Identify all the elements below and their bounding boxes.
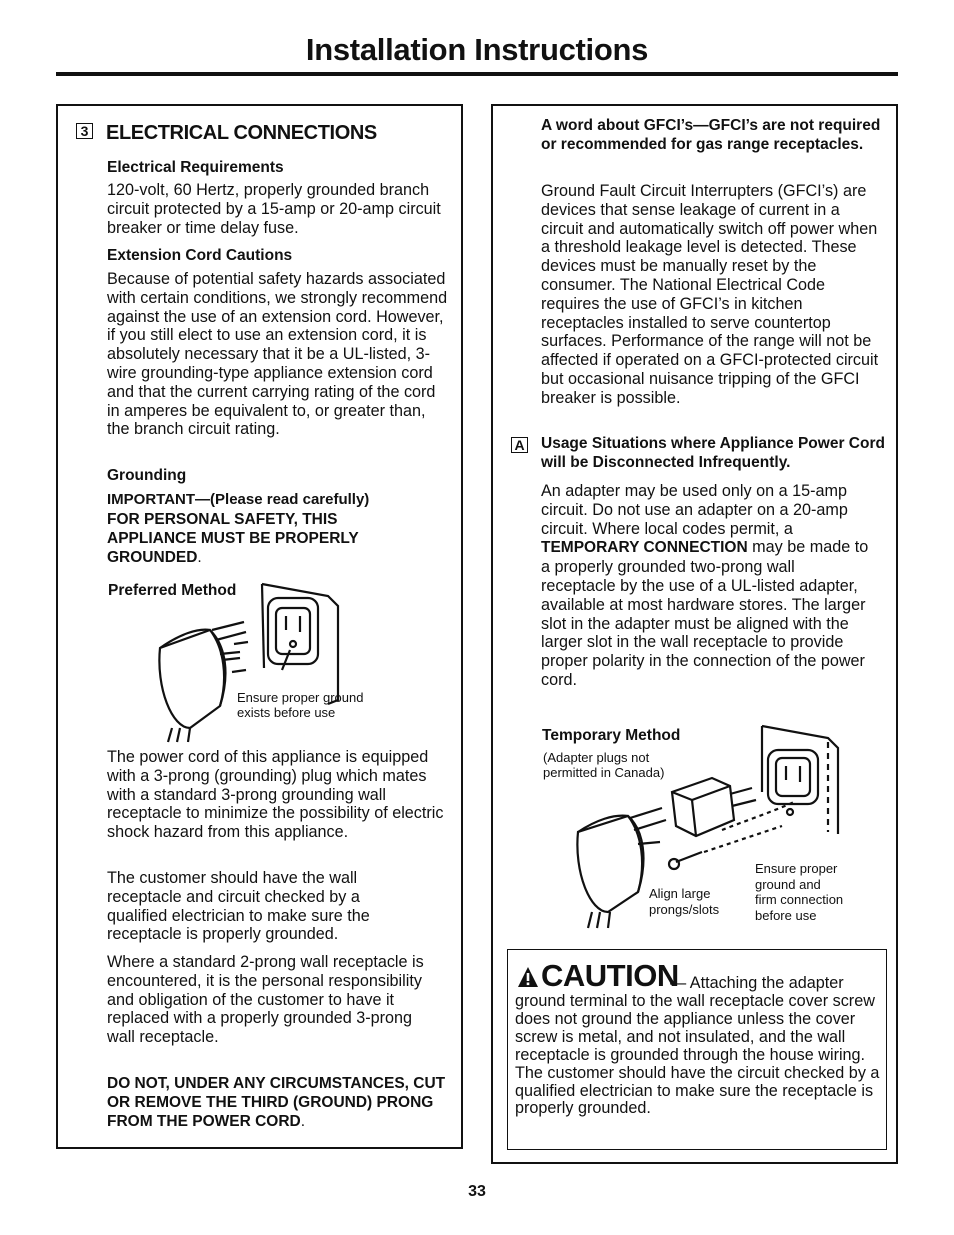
page-title: Installation Instructions bbox=[305, 32, 649, 67]
elec-req-text: 120-volt, 60 Hertz, properly grounded branch circuit protected by a 15-amp or 20-amp circuit breaker or time delay fuse. bbox=[107, 181, 441, 237]
page-number: 33 bbox=[468, 1183, 486, 1200]
ensure-caption-line-3: firm connection bbox=[755, 892, 844, 907]
preferred-caption-line-2: exists before use bbox=[237, 705, 336, 720]
adapter-bold: TEMPORARY CONNECTION bbox=[541, 539, 748, 557]
ext-cord-text: Because of potential safety hazards associated with certain conditions, we strongly recommend against the use of an extension cord. However, if you still elect to use an extension cord, it is absolutely necessary that it be a UL-listed, 3-wire grounding-type appliance extension cord and that the current carrying rating of the cord in amperes be equivalent to, or greater than, the branch circuit rating. bbox=[107, 270, 448, 439]
grounding-heading: Grounding bbox=[107, 467, 187, 484]
ground-prong-warning bbox=[107, 1075, 452, 1131]
two-prong-paragraph: Where a standard 2-prong wall receptacle is encountered, it is the personal responsibility and obligation of the customer to have it replaced with a properly grounded 3-prong wall receptacle. bbox=[107, 953, 424, 1047]
gfci-heading: A word about GFCI’s—GFCI’s are not required or recommended for gas range receptacles. bbox=[541, 117, 881, 153]
caution-dash-text: — Attaching the adapter bbox=[670, 974, 844, 992]
ensure-caption-line-4: before use bbox=[755, 908, 817, 923]
temporary-method-label: Temporary Method bbox=[542, 727, 681, 744]
warning-text: DO NOT, UNDER ANY CIRCUMSTANCES, CUT OR REMOVE THE THIRD (GROUND) PRONG FROM THE POWER CORD bbox=[107, 1075, 446, 1130]
safety-text: FOR PERSONAL SAFETY, THIS APPLIANCE MUST BE PROPERLY GROUNDED bbox=[107, 511, 359, 566]
sub-section-letter: A bbox=[511, 437, 528, 453]
ensure-caption-line-1: Ensure proper bbox=[755, 861, 838, 876]
temp-note-line-2: permitted in Canada) bbox=[543, 765, 665, 780]
ext-cord-heading: Extension Cord Cautions bbox=[107, 247, 293, 264]
temp-note-line-1: (Adapter plugs not bbox=[543, 750, 650, 765]
preferred-caption-line-1: Ensure proper ground bbox=[237, 690, 364, 705]
usage-heading: Usage Situations where Appliance Power Cord will be Disconnected Infrequently. bbox=[541, 435, 885, 471]
align-caption-line-1: Align large bbox=[649, 886, 711, 901]
section-number: 3 bbox=[76, 123, 93, 139]
adapter-text-1: An adapter may be used only on a 15-amp circuit. Do not use an adapter on a 20-amp circuit. Where local codes permit, a bbox=[541, 482, 848, 538]
caution-word: CAUTION bbox=[541, 958, 679, 993]
ensure-caption-line-2: ground and bbox=[755, 877, 821, 892]
power-cord-paragraph: The power cord of this appliance is equipped with a 3-prong (grounding) plug which mates with a standard 3-prong grounding wall receptacle to minimize the possibility of electric shock hazard from this appliance. bbox=[107, 748, 444, 842]
safety-statement bbox=[107, 511, 407, 567]
safety-period: . bbox=[197, 548, 202, 566]
adapter-paragraph bbox=[541, 482, 871, 690]
section-title: ELECTRICAL CONNECTIONS bbox=[106, 122, 377, 144]
preferred-method-label: Preferred Method bbox=[108, 582, 237, 599]
warning-triangle-icon bbox=[517, 966, 539, 988]
warning-period: . bbox=[300, 1112, 306, 1130]
customer-check-paragraph: The customer should have the wall receptacle and circuit checked by a qualified electrician to make sure the receptacle is properly grounded. bbox=[107, 869, 370, 944]
gfci-text: Ground Fault Circuit Interrupters (GFCI’s) are devices that sense leakage of current in a circuit and automatically switch off power when a threshold leakage level is detected. These devices must be manually reset by the consumer. The National Electrical Code requires the use of GFCI’s in kitchen receptacles installed to serve countertop surfaces. Performance of the range will not be affected if operated on a GFCI-protected circuit but occasional nuisance tripping of the GFCI breaker is possible. bbox=[541, 182, 879, 407]
important-label: IMPORTANT—(Please read carefully) bbox=[107, 491, 370, 508]
adapter-text-2: may be made to a properly grounded two-prong wall receptacle by the use of a UL-listed adapter, available at most hardware stores. The larger slot in the adapter must be aligned with the larger slot in the wall receptacle to provide proper polarity in the connection of the power cord. bbox=[541, 538, 869, 689]
page-header bbox=[56, 30, 898, 76]
elec-req-heading: Electrical Requirements bbox=[107, 159, 284, 176]
align-caption-line-2: prongs/slots bbox=[649, 902, 720, 917]
caution-text: ground terminal to the wall receptacle cover screw does not ground the appliance unless the cover screw is metal, and not insulated, and the wall receptacle is grounded through the house wiring. The customer should have the circuit checked by a qualified electrician to make sure the receptacle is properly grounded. bbox=[515, 992, 880, 1118]
